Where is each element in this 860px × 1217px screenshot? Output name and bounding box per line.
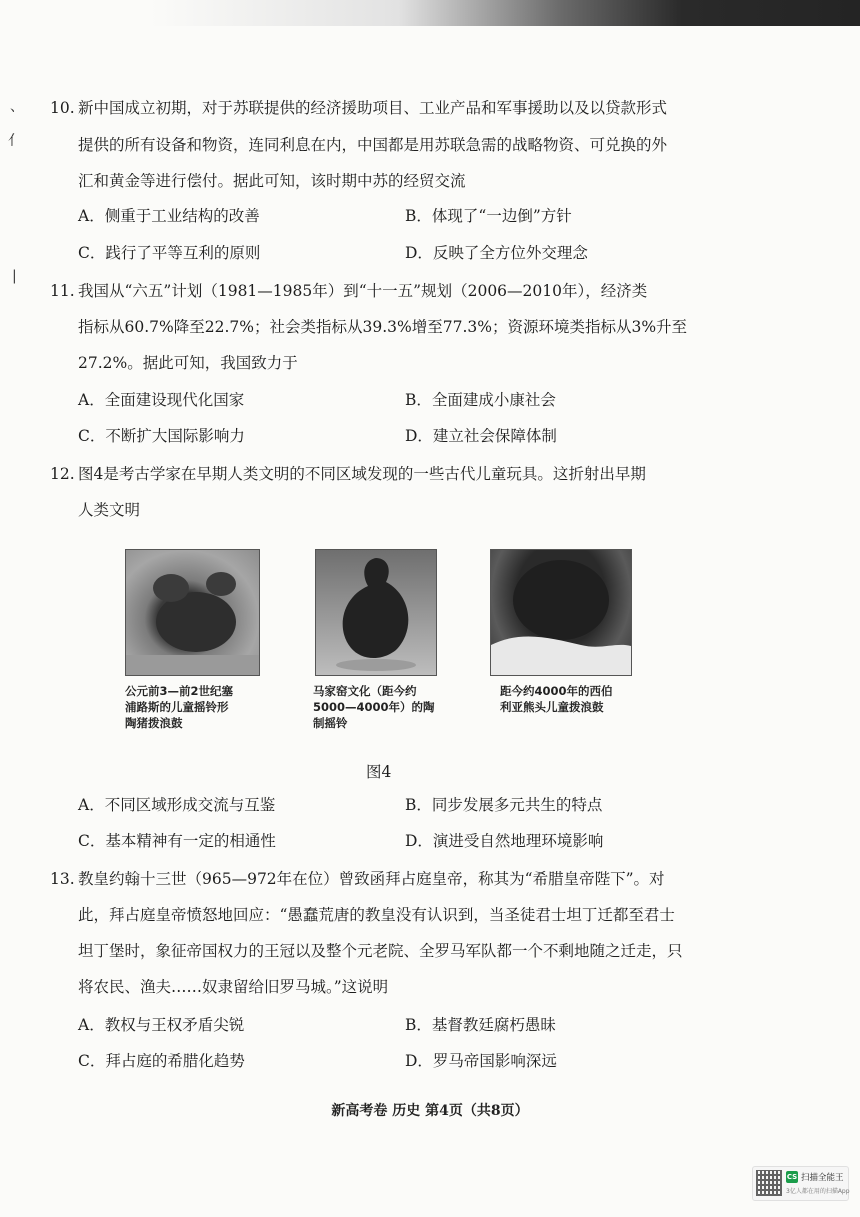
option-a: A．全面建设现代化国家 [78, 391, 245, 409]
figure-photo-pig-rattle [125, 549, 260, 676]
scanner-app-name: 扫描全能王 [801, 1173, 844, 1183]
option-d: D．演进受自然地理环境影响 [405, 832, 604, 850]
option-a: A．教权与王权矛盾尖锐 [78, 1016, 245, 1034]
option-b: B．同步发展多元共生的特点 [405, 796, 603, 814]
question-stem-line: 图4是考古学家在早期人类文明的不同区域发现的一些古代儿童玩具。这折射出早期 [78, 465, 646, 483]
question-stem-line: 指标从60.7%降至22.7%；社会类指标从39.3%增至77.3%；资源环境类指标从3%升至 [78, 318, 688, 336]
question-stem-line: 提供的所有设备和物资，连同利息在内，中国都是用苏联急需的战略物资、可兑换的外 [78, 136, 668, 154]
option-d: D．罗马帝国影响深远 [405, 1052, 557, 1070]
question-stem-line: 我国从“六五”计划（1981—1985年）到“十一五”规划（2006—2010年），经济类 [78, 282, 648, 300]
option-c: C．拜占庭的希腊化趋势 [78, 1052, 245, 1070]
question-stem-line: 27.2%。据此可知，我国致力于 [78, 354, 298, 372]
scanner-watermark [752, 1166, 849, 1201]
figure-caption-3: 距今约4000年的西伯 利亚熊头儿童拨浪鼓 [500, 684, 613, 714]
question-stem-line: 此，拜占庭皇帝愤怒地回应：“愚蠢荒唐的教皇没有认识到，当圣徒君士坦丁迁都至君士 [78, 906, 675, 924]
option-b: B．体现了“一边倒”方针 [405, 207, 572, 225]
figure-label: 图4 [366, 763, 392, 781]
scan-shadow [150, 0, 860, 26]
question-number: 12. [50, 465, 75, 483]
margin-mark: ⺅ [8, 133, 22, 149]
question-number: 10. [50, 99, 75, 117]
question-stem-line: 新中国成立初期，对于苏联提供的经济援助项目、工业产品和军事援助以及以贷款形式 [78, 99, 668, 117]
camscanner-logo: CS [786, 1173, 798, 1181]
figure-caption-2: 马家窑文化（距今约 5000—4000年）的陶 制摇铃 [313, 684, 435, 730]
pig-rattle-icon [126, 550, 259, 675]
option-b: B．全面建成小康社会 [405, 391, 556, 409]
margin-mark: 、 [10, 99, 24, 115]
question-stem-line: 坦丁堡时，象征帝国权力的王冠以及整个元老院、全罗马军队都一个不剩地随之迁走，只 [78, 942, 683, 960]
question-stem-line: 教皇约翰十三世（965—972年在位）曾致函拜占庭皇帝，称其为“希腊皇帝陛下”。对 [78, 870, 665, 888]
option-d: D．建立社会保障体制 [405, 427, 557, 445]
figure-photo-bear-rattle [490, 549, 632, 676]
option-c: C．基本精神有一定的相通性 [78, 832, 276, 850]
bear-head-rattle-icon [491, 550, 631, 675]
option-c: C．不断扩大国际影响力 [78, 427, 245, 445]
option-c: C．践行了平等互利的原则 [78, 244, 261, 262]
option-a: A．不同区域形成交流与互鉴 [78, 796, 276, 814]
option-a: A．侧重于工业结构的改善 [78, 207, 260, 225]
question-stem-line: 将农民、渔夫……奴隶留给旧罗马城。”这说明 [78, 978, 389, 996]
page-footer: 新高考卷 历史 第4页（共8页） [331, 1103, 529, 1119]
question-stem-line: 人类文明 [78, 501, 141, 519]
question-number: 13. [50, 870, 75, 888]
question-number: 11. [50, 282, 75, 300]
scanner-tagline: 3亿人都在用的扫描App [786, 1188, 850, 1195]
pottery-rattle-icon [316, 550, 436, 675]
question-stem-line: 汇和黄金等进行偿付。据此可知，该时期中苏的经贸交流 [78, 172, 466, 190]
qr-code-icon [756, 1170, 782, 1196]
option-d: D．反映了全方位外交理念 [405, 244, 588, 262]
figure-photo-pottery-rattle [315, 549, 437, 676]
figure-caption-1: 公元前3—前2世纪塞 浦路斯的儿童摇铃形 陶猪拨浪鼓 [125, 684, 234, 730]
margin-mark: | [12, 268, 17, 284]
option-b: B．基督教廷腐朽愚昧 [405, 1016, 556, 1034]
